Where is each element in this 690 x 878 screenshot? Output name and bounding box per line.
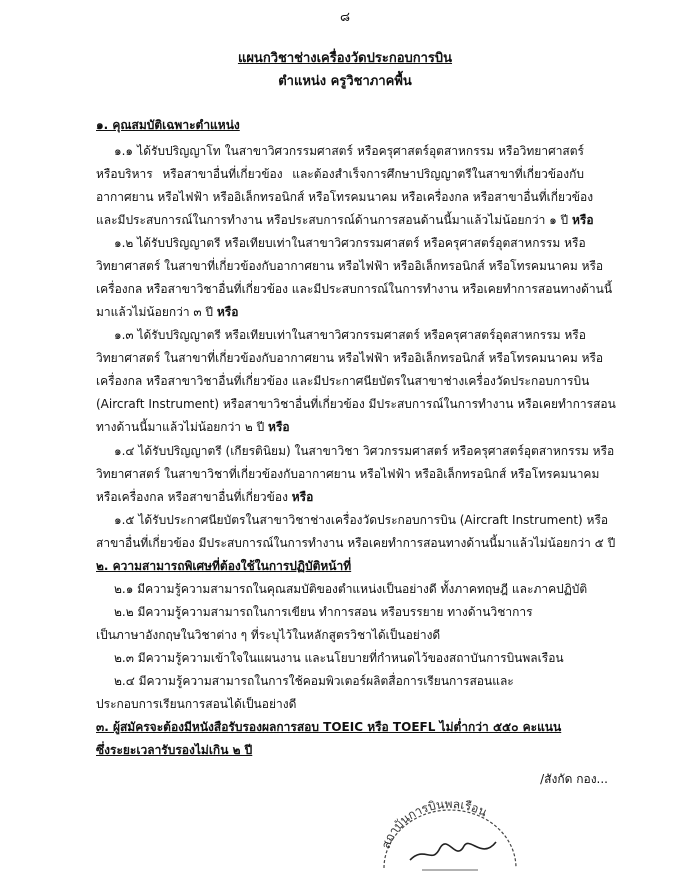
department-title: แผนกวิชาช่างเครื่องวัดประกอบการบิน bbox=[237, 51, 453, 66]
item-1-5-line-2: สาขาอื่นที่เกี่ยวข้อง มีประสบการณ์ในการทำงาน หรือเคยทำการสอนทางด้านนี้มาแล้วไม่น้อยกว่า ๕ ปี bbox=[96, 536, 616, 550]
item-1-4-suffix: หรือ bbox=[291, 490, 314, 504]
position-title: ตำแหน่ง ครูวิชาภาคพื้น bbox=[278, 74, 412, 89]
institution-stamp bbox=[370, 790, 530, 876]
item-1-3-line-5 bbox=[96, 419, 290, 435]
item-1-1-line-3: อากาศยาน หรือไฟฟ้า หรืออิเล็กทรอนิกส์ หรือโทรคมนาคม หรือเครื่องกล หรือสาขาอื่นที่เกี่ยวข้อง bbox=[96, 190, 594, 204]
item-2-4-line-2: ประกอบการเรียนการสอนได้เป็นอย่างดี bbox=[96, 697, 297, 711]
item-2-2-line-1: ๒.๒ มีความรู้ความสามารถในการเขียน ทำการสอน หรือบรรยาย ทางด้านวิชาการ bbox=[114, 605, 533, 619]
item-2-4-line-1: ๒.๔ มีความรู้ความสามารถในการใช้คอมพิวเตอร์ผลิตสื่อการเรียนการสอนและ bbox=[114, 674, 514, 688]
item-1-4-line-1: ๑.๔ ได้รับปริญญาตรี (เกียรตินิยม) ในสาขาวิชา วิศวกรรมศาสตร์ หรือครุศาสตร์อุตสาหกรรม หรือ bbox=[114, 444, 615, 458]
item-1-3-line-4: (Aircraft Instrument) หรือสาขาวิชาอื่นที่เกี่ยวข้อง มีประสบการณ์ในการทำงาน หรือเคยทำการสอน bbox=[96, 397, 616, 411]
section1-heading: ๑. คุณสมบัติเฉพาะตำแหน่ง bbox=[96, 118, 240, 132]
section3-line-2: ซึ่งระยะเวลารับรองไม่เกิน ๒ ปี bbox=[96, 743, 253, 757]
signature-mark bbox=[410, 842, 496, 860]
stamp-text-path: สถาบันการบินพลเรือน bbox=[378, 796, 490, 851]
continuation-note: /สังกัด กอง... bbox=[540, 772, 608, 786]
item-1-1-line-1: ๑.๑ ได้รับปริญญาโท ในสาขาวิศวกรรมศาสตร์ หรือครุศาสตร์อุตสาหกรรม หรือวิทยาศาสตร์ bbox=[114, 144, 584, 158]
item-1-2-line-4 bbox=[96, 304, 238, 320]
item-1-4-line-2: วิทยาศาสตร์ ในสาขาวิชาที่เกี่ยวข้องกับอากาศยาน หรือไฟฟ้า หรืออิเล็กทรอนิกส์ หรือโทรคมนาคม bbox=[96, 467, 600, 481]
item-1-3-line-2: วิทยาศาสตร์ ในสาขาที่เกี่ยวข้องกับอากาศยาน หรือไฟฟ้า หรืออิเล็กทรอนิกส์ หรือโทรคมนาคม หรือ bbox=[96, 351, 604, 365]
item-1-5-line-1: ๑.๕ ได้รับประกาศนียบัตรในสาขาวิชาช่างเครื่องวัดประกอบการบิน (Aircraft Instrument) หรือ bbox=[114, 513, 609, 527]
section3-line-1: ๓. ผู้สมัครจะต้องมีหนังสือรับรองผลการสอบ TOEIC หรือ TOEFL ไม่ต่ำกว่า ๕๕๐ คะแนน bbox=[96, 720, 562, 734]
stamp-text bbox=[379, 797, 490, 850]
item-1-1-line-4-text: และมีประสบการณ์ในการทำงาน หรือประสบการณ์ด้านการสอนด้านนี้มาแล้วไม่น้อยกว่า ๑ ปี bbox=[96, 213, 569, 227]
item-1-2-line-3: เครื่องกล หรือสาขาวิชาอื่นที่เกี่ยวข้อง และมีประสบการณ์ในการทำงาน หรือเคยทำการสอนทางด้านนี้ bbox=[96, 282, 613, 296]
item-1-2-line-1: ๑.๒ ได้รับปริญญาตรี หรือเทียบเท่าในสาขาวิศวกรรมศาสตร์ หรือครุศาสตร์อุตสาหกรรม หรือ bbox=[114, 236, 586, 250]
item-1-1-line-2: หรือบริหาร หรือสาขาอื่นที่เกี่ยวข้อง และต้องสำเร็จการศึกษาปริญญาตรีในสาขาที่เกี่ยวข้องกับ bbox=[96, 167, 584, 181]
section2-heading: ๒. ความสามารถพิเศษที่ต้องใช้ในการปฏิบัติหน้าที่ bbox=[96, 559, 352, 573]
item-1-2-line-2: วิทยาศาสตร์ ในสาขาที่เกี่ยวข้องกับอากาศยาน หรือไฟฟ้า หรืออิเล็กทรอนิกส์ หรือโทรคมนาคม หรือ bbox=[96, 259, 604, 273]
item-1-2-line-4-text: มาแล้วไม่น้อยกว่า ๓ ปี bbox=[96, 305, 214, 319]
item-1-1-line-4 bbox=[96, 212, 594, 228]
item-1-3-line-5-text: ทางด้านนี้มาแล้วไม่น้อยกว่า ๒ ปี bbox=[96, 420, 265, 434]
page-number: ๘ bbox=[339, 10, 351, 25]
item-1-1-suffix: หรือ bbox=[572, 213, 594, 227]
item-1-4-line-3 bbox=[96, 489, 313, 505]
item-2-1: ๒.๑ มีความรู้ความสามารถในคุณสมบัติของตำแหน่งเป็นอย่างดี ทั้งภาคทฤษฎี และภาคปฏิบัติ bbox=[114, 582, 588, 596]
item-1-2-suffix: หรือ bbox=[216, 305, 239, 319]
item-1-4-line-3-text: หรือเครื่องกล หรือสาขาอื่นที่เกี่ยวข้อง bbox=[96, 490, 288, 504]
item-2-3: ๒.๓ มีความรู้ความเข้าใจในแผนงาน และนโยบายที่กำหนดไว้ของสถาบันการบินพลเรือน bbox=[114, 651, 564, 665]
item-2-2-line-2: เป็นภาษาอังกฤษในวิชาต่าง ๆ ที่ระบุไว้ในหลักสูตรวิชาได้เป็นอย่างดี bbox=[96, 628, 441, 642]
item-1-3-suffix: หรือ bbox=[268, 420, 290, 434]
item-1-3-line-3: เครื่องกล หรือสาขาวิชาอื่นที่เกี่ยวข้อง และมีประกาศนียบัตรในสาขาช่างเครื่องวัดประกอบการบิน bbox=[96, 374, 590, 388]
item-1-3-line-1: ๑.๓ ได้รับปริญญาตรี หรือเทียบเท่าในสาขาวิศวกรรมศาสตร์ หรือครุศาสตร์อุตสาหกรรม หรือ bbox=[114, 328, 586, 342]
